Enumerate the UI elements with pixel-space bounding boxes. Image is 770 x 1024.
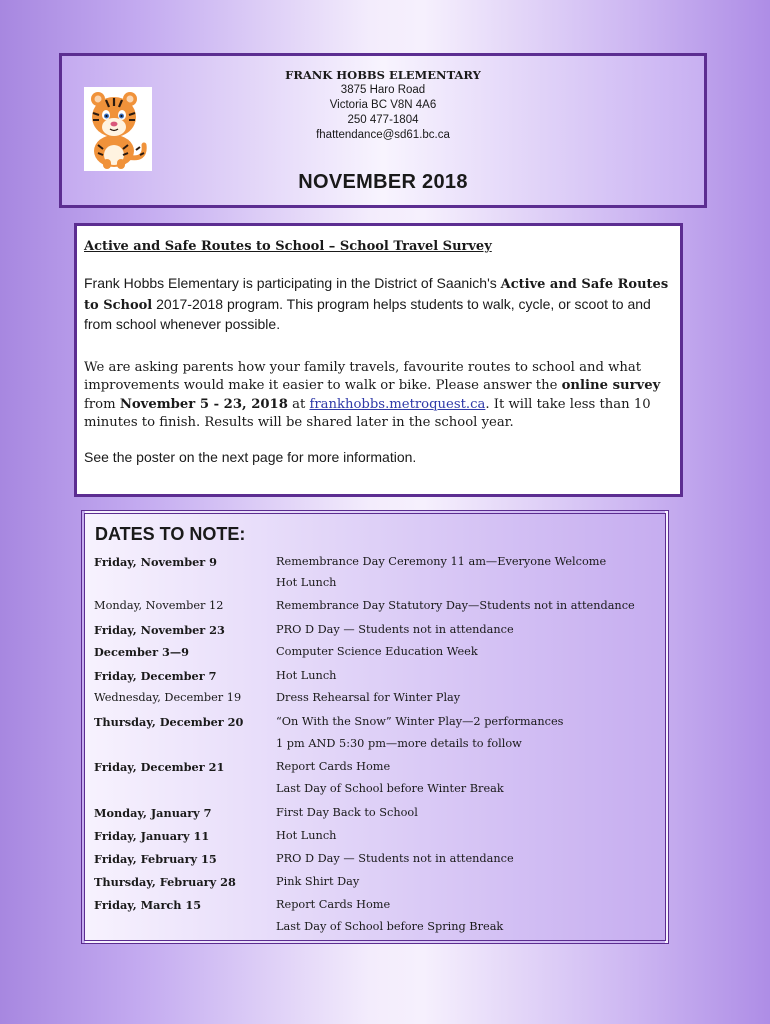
event-date: Friday, November 9 [94,555,218,569]
dates-to-note [81,510,669,944]
event-date: Thursday, February 28 [94,875,236,889]
event-row [85,669,665,689]
event-description: Pink Shirt Day [276,875,360,888]
event-date: Friday, March 15 [94,898,202,912]
event-row [85,852,665,872]
event-description: Hot Lunch [276,829,337,842]
event-row [85,829,665,849]
school-address: 3875 Haro Road [340,84,426,96]
survey-paragraph-2 [84,359,670,432]
event-description: Report Cards Home [276,898,391,911]
survey-dates: November 5 - 23, 2018 [119,396,288,412]
survey-online-survey: online survey [561,378,661,394]
survey-p1-text-a: Frank Hobbs Elementary is participating in the District of Saanich's [84,275,501,292]
event-description: Last Day of School before Winter Break [276,782,504,795]
survey-paragraph-1 [84,274,670,333]
school-name: FRANK HOBBS ELEMENTARY [285,68,481,82]
event-date: Friday, December 7 [94,669,217,683]
event-row [85,898,665,918]
event-description: Remembrance Day Statutory Day—Students not in attendance [276,599,635,612]
survey-p2-text-d: . It will take less than 10 minutes to finish. Results will be shared later in the school year. [84,396,651,431]
event-description: Hot Lunch [276,576,337,589]
event-description: Last Day of School before Spring Break [276,920,504,933]
month-title: NOVEMBER 2018 [298,171,468,193]
event-description: Dress Rehearsal for Winter Play [276,691,461,704]
event-date: Friday, February 15 [94,852,217,866]
event-date: Thursday, December 20 [94,715,244,729]
survey-program-name: Active and Safe Routes to School [84,277,669,313]
school-header [59,53,707,208]
survey-p2-text-c: at [287,396,310,412]
survey-paragraph-3: See the poster on the next page for more information. [84,449,417,466]
survey-p1-text-b: 2017-2018 program. This program helps students to walk, cycle, or scoot to and from school whenever possible. [84,295,651,332]
event-date: December 3—9 [94,645,189,659]
survey-p2-text-b: from [84,396,120,412]
event-row [85,555,665,575]
event-row [85,623,665,643]
event-row [85,782,665,802]
survey-notice [74,223,683,497]
event-description: 1 pm AND 5:30 pm—more details to follow [276,737,522,750]
dates-heading: DATES TO NOTE: [95,524,246,544]
survey-p2-text-a: We are asking parents how your family travels, favourite routes to school and what improvements would make it easier to walk or bike. Please answer the [84,360,642,394]
event-date: Monday, November 12 [94,599,224,612]
event-date: Friday, January 11 [94,829,210,843]
event-description: Remembrance Day Ceremony 11 am—Everyone Welcome [276,555,607,568]
event-row [85,715,665,735]
event-description: PRO D Day — Students not in attendance [276,623,514,636]
event-description: “On With the Snow” Winter Play—2 performances [276,715,564,728]
event-date: Friday, November 23 [94,623,225,637]
event-row [85,920,665,940]
event-date: Monday, January 7 [94,806,212,820]
event-row [85,806,665,826]
survey-link[interactable]: frankhobbs.metroquest.ca [309,396,486,412]
event-description: Computer Science Education Week [276,645,478,658]
event-row [85,691,665,711]
event-row [85,645,665,665]
event-date: Friday, December 21 [94,760,225,774]
event-date: Wednesday, December 19 [94,691,242,704]
event-row [85,599,665,619]
event-row [85,875,665,895]
event-row [85,737,665,757]
school-city: Victoria BC V8N 4A6 [329,99,437,111]
school-phone: 250 477-1804 [347,114,419,126]
event-description: PRO D Day — Students not in attendance [276,852,514,865]
school-email: fhattendance@sd61.bc.ca [316,129,450,141]
event-row [85,760,665,780]
survey-title: Active and Safe Routes to School – School Travel Survey [84,239,492,254]
event-row [85,576,665,596]
event-description: Report Cards Home [276,760,391,773]
event-description: First Day Back to School [276,806,418,819]
event-description: Hot Lunch [276,669,337,682]
